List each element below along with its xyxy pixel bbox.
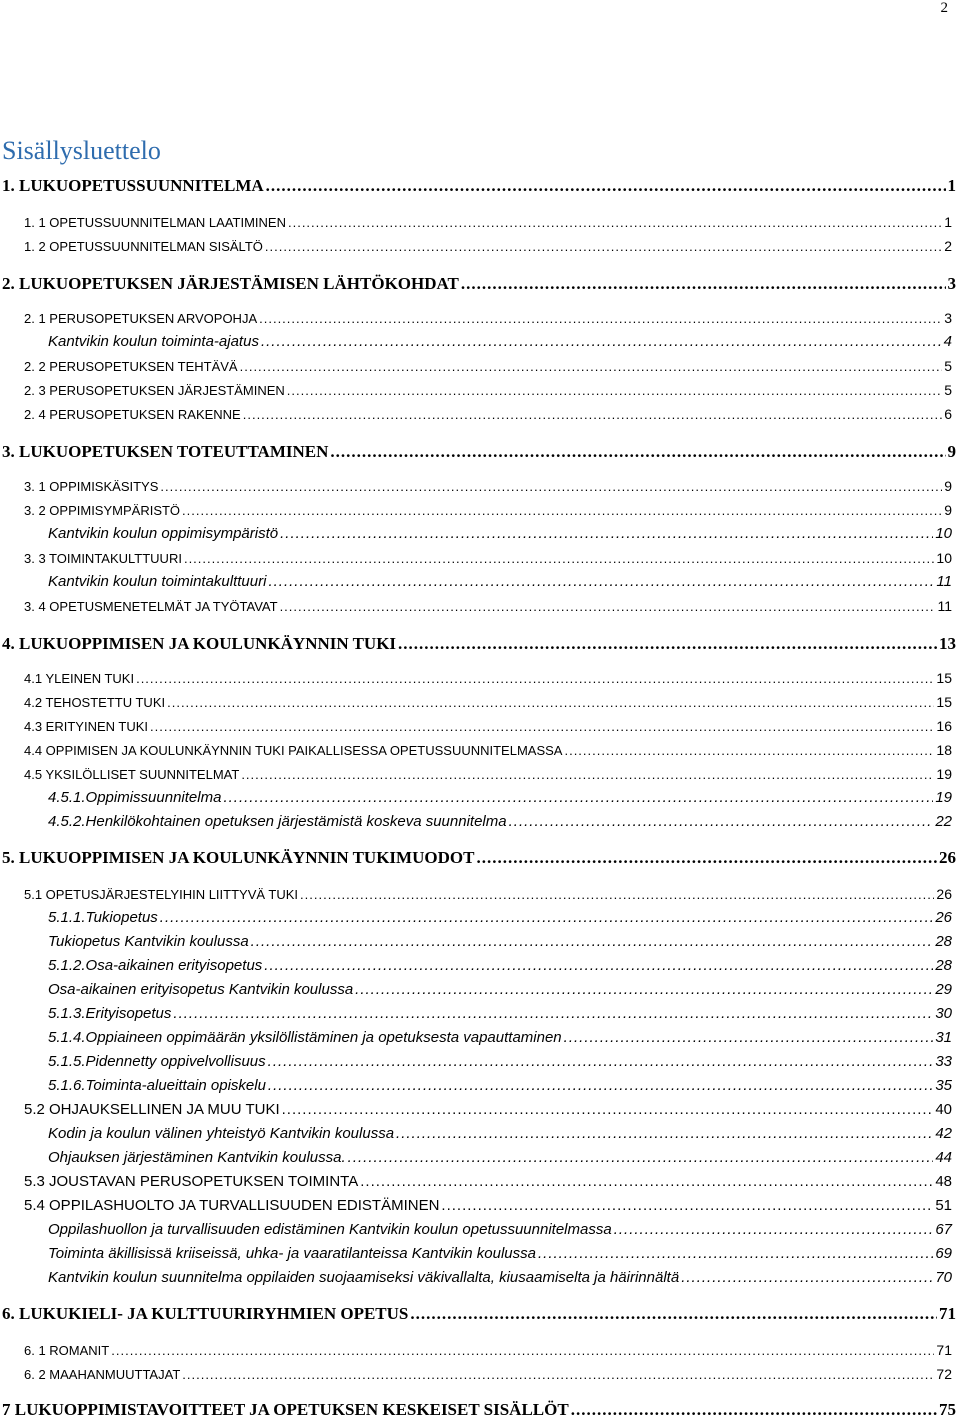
toc-entry[interactable]: [0, 718, 960, 734]
toc-entry-page: 28: [935, 933, 952, 950]
toc-entry-title: 2. 3 PERUSOPETUKSEN JÄRJESTÄMINEN: [24, 383, 285, 398]
dot-leader: [360, 1173, 933, 1190]
dot-leader: [223, 789, 933, 806]
toc-entry-page: 15: [936, 694, 952, 710]
dot-leader: [348, 1149, 934, 1166]
dot-leader: [300, 887, 934, 902]
toc-entry-page: 69: [935, 1245, 952, 1262]
toc-entry-page: 6: [944, 406, 952, 422]
toc-entry[interactable]: [0, 598, 960, 614]
dot-leader: [614, 1221, 934, 1238]
toc-entry[interactable]: [0, 933, 960, 950]
toc-entry-title: Oppiaineen oppimäärän yksilöllistäminen ja opetuksesta vapauttaminen: [85, 1029, 562, 1046]
toc-entry[interactable]: [0, 1029, 960, 1046]
toc-entry-title: Kantvikin koulun toiminta-ajatus: [48, 333, 259, 350]
toc-entry[interactable]: [0, 1245, 960, 1262]
toc-entry[interactable]: [0, 1149, 960, 1166]
toc-entry-number: 3. LUKU: [2, 442, 69, 461]
dot-leader: [268, 1077, 933, 1094]
toc-entry-title: 2. 1 PERUSOPETUKSEN ARVOPOHJA: [24, 311, 258, 326]
toc-entry-title: 4.4 OPPIMISEN JA KOULUNKÄYNNIN TUKI PAIKALLISESSA OPETUSSUUNNITELMASSA: [24, 743, 563, 758]
dot-leader: [266, 176, 946, 196]
toc-entry[interactable]: [0, 176, 960, 196]
toc-entry[interactable]: [0, 1269, 960, 1286]
toc-entry-title: 6. 1 ROMANIT: [24, 1343, 110, 1358]
dot-leader: [251, 933, 934, 950]
toc-entry[interactable]: [0, 1101, 960, 1118]
toc-entry-number: 5.1.6.: [48, 1077, 86, 1094]
toc-entry-title: 5.2 OHJAUKSELLINEN JA MUU TUKI: [24, 1101, 280, 1118]
toc-entry-page: 11: [937, 598, 952, 614]
toc-entry[interactable]: [0, 634, 960, 654]
dot-leader: [287, 383, 942, 398]
toc-entry-page: 35: [935, 1077, 952, 1094]
toc-entry-page: 5: [944, 358, 952, 374]
dot-leader: [538, 1245, 933, 1262]
toc-entry-page: 10: [935, 525, 952, 542]
dot-leader: [571, 1400, 937, 1420]
toc-entry-title: Tukiopetus: [85, 909, 158, 926]
toc-entry-page: 18: [936, 742, 952, 758]
toc-entry-page: 16: [936, 718, 952, 734]
toc-entry[interactable]: [0, 1197, 960, 1214]
toc-entry-page: 28: [935, 957, 952, 974]
toc-entry-page: 72: [936, 1366, 952, 1382]
toc-entry-page: 3: [947, 274, 956, 293]
dot-leader: [160, 909, 934, 926]
toc-entry-title: 3. 3 TOIMINTAKULTTUURI: [24, 551, 182, 566]
toc-entry-page: 40: [935, 1101, 952, 1118]
toc-entry-page: 13: [939, 634, 956, 653]
toc-entry-title: OPPIMISEN JA KOULUNKÄYNNIN TUKI: [68, 634, 397, 653]
dot-leader: [398, 634, 937, 654]
toc-entry-title: 5.1 OPETUSJÄRJESTELYIHIN LIITTYVÄ TUKI: [24, 887, 299, 902]
toc-entry[interactable]: [0, 550, 960, 566]
toc-entry-page: 2: [944, 238, 952, 254]
dot-leader: [280, 525, 933, 542]
dot-leader: [167, 695, 934, 710]
toc-entry-title: 1. 1 OPETUSSUUNNITELMAN LAATIMINEN: [24, 215, 286, 230]
dot-leader: [681, 1269, 933, 1286]
dot-leader: [150, 719, 934, 734]
toc-entry[interactable]: [0, 478, 960, 494]
toc-entry-page: 1: [944, 214, 952, 230]
toc-entry-number: 5.1.2.: [48, 957, 86, 974]
toc-entry[interactable]: [0, 1125, 960, 1142]
dot-leader: [509, 813, 934, 830]
toc-heading: Sisällysluettelo: [2, 136, 161, 165]
toc-entry-number: 1. LUKU: [2, 176, 69, 195]
toc-entry[interactable]: [0, 358, 960, 374]
toc-entry-title: 4.1 YLEINEN TUKI: [24, 671, 135, 686]
dot-leader: [330, 442, 945, 462]
toc-entry-number: 5.1.3.: [48, 1005, 86, 1022]
toc-entry-title: Kodin ja koulun välinen yhteistyö Kantvikin koulussa: [48, 1125, 395, 1142]
toc-entry[interactable]: [0, 909, 960, 926]
dot-leader: [264, 957, 933, 974]
dot-leader: [476, 848, 937, 868]
toc-entry-title: 3. 2 OPPIMISYMPÄRISTÖ: [24, 503, 181, 518]
toc-entry-page: 22: [935, 813, 952, 830]
toc-entry-page: 9: [944, 478, 952, 494]
toc-entry-page: 33: [935, 1053, 952, 1070]
toc-entry-number: 4.5.2.: [48, 813, 86, 830]
toc-entry-title: 5.3 JOUSTAVAN PERUSOPETUKSEN TOIMINTA: [24, 1173, 359, 1190]
toc-entry[interactable]: [0, 694, 960, 710]
toc-entry[interactable]: [0, 1366, 960, 1382]
toc-entry[interactable]: [0, 310, 960, 326]
dot-leader: [268, 573, 934, 590]
toc-entry-page: 19: [935, 789, 952, 806]
toc-entry-title: OPETUKSEN JÄRJESTÄMISEN LÄHTÖKOHDAT: [68, 274, 459, 293]
toc-entry[interactable]: [0, 406, 960, 422]
toc-entry[interactable]: [0, 274, 960, 294]
dot-leader: [111, 1343, 934, 1358]
toc-entry[interactable]: [0, 766, 960, 782]
dot-leader: [268, 1053, 934, 1070]
dot-leader: [288, 215, 942, 230]
toc-entry[interactable]: [0, 502, 960, 518]
dot-leader: [243, 407, 942, 422]
toc-entry-page: 31: [935, 1029, 952, 1046]
page-number: 2: [940, 0, 948, 16]
toc-entry-page: 51: [935, 1197, 952, 1214]
dot-leader: [564, 1029, 934, 1046]
toc-entry-number: 5.1.4.: [48, 1029, 86, 1046]
toc-entry[interactable]: [0, 1053, 960, 1070]
dot-leader: [259, 311, 942, 326]
dot-leader: [261, 333, 942, 350]
dot-leader: [461, 274, 946, 294]
toc-entry[interactable]: [0, 670, 960, 686]
dot-leader: [241, 767, 934, 782]
toc-entry-title: OPPIMISTAVOITTEET JA OPETUKSEN KESKEISET SISÄLLÖT: [63, 1400, 569, 1419]
toc-entry-page: 10: [936, 550, 952, 566]
toc-entry-page: 44: [935, 1149, 952, 1166]
toc-entry-title: Osa-aikainen erityisopetus Kantvikin koulussa: [48, 981, 354, 998]
toc-entry[interactable]: [0, 1077, 960, 1094]
toc-entry-page: 26: [935, 909, 952, 926]
toc-entry-page: 1: [947, 176, 956, 195]
dot-leader: [136, 671, 934, 686]
toc-entry[interactable]: [0, 957, 960, 974]
toc-entry-title: Kantvikin koulun oppimisympäristö: [48, 525, 279, 542]
toc-entry-number: 7 LUKU: [2, 1400, 64, 1419]
toc-entry-page: 15: [936, 670, 952, 686]
toc-entry-page: 9: [947, 442, 956, 461]
toc-entry[interactable]: [0, 789, 960, 806]
toc-entry-title: Toiminta äkillisissä kriiseissä, uhka- ja vaaratilanteissa Kantvikin koulussa: [48, 1245, 536, 1262]
toc-entry-title: Tukiopetus Kantvikin koulussa: [48, 933, 249, 950]
toc-entry[interactable]: [0, 742, 960, 758]
toc-entry-number: 5.1.5.: [48, 1053, 86, 1070]
toc-entry-page: 71: [936, 1342, 952, 1358]
toc-entry[interactable]: [0, 1304, 960, 1324]
toc-entry-title: Toiminta-alueittain opiskelu: [85, 1077, 266, 1094]
dot-leader: [240, 359, 943, 374]
dot-leader: [410, 1304, 937, 1324]
toc-entry-title: Ohjauksen järjestäminen Kantvikin koulussa.: [48, 1149, 346, 1166]
toc-entry-title: Kantvikin koulun suunnitelma oppilaiden suojaamiseksi väkivallalta, kiusaamiselta ja häirinnältä: [48, 1269, 680, 1286]
dot-leader: [182, 503, 942, 518]
toc-entry[interactable]: [0, 214, 960, 230]
toc-entry-title: 1. 2 OPETUSSUUNNITELMAN SISÄLTÖ: [24, 239, 263, 254]
toc-entry[interactable]: [0, 525, 960, 542]
toc-entry[interactable]: [0, 848, 960, 868]
toc-entry[interactable]: [0, 813, 960, 830]
dot-leader: [441, 1197, 933, 1214]
toc-entry[interactable]: [0, 1221, 960, 1238]
toc-entry-title: 3. 4 OPETUSMENETELMÄT JA TYÖTAVAT: [24, 599, 278, 614]
toc-entry[interactable]: [0, 1173, 960, 1190]
toc-entry-page: 71: [939, 1304, 956, 1323]
dot-leader: [355, 981, 933, 998]
toc-entry[interactable]: [0, 382, 960, 398]
toc-entry-title: 4.3 ERITYINEN TUKI: [24, 719, 149, 734]
toc-entry-title: 2. 4 PERUSOPETUKSEN RAKENNE: [24, 407, 241, 422]
toc-entry-page: 19: [936, 766, 952, 782]
toc-entry-number: 4.5.1.: [48, 789, 86, 806]
toc-entry-page: 9: [944, 502, 952, 518]
toc-entry-number: 5. LUKU: [2, 848, 69, 867]
toc-entry-number: 4. LUKU: [2, 634, 69, 653]
dot-leader: [396, 1125, 933, 1142]
toc-entry[interactable]: [0, 442, 960, 462]
toc-entry-page: 5: [944, 382, 952, 398]
dot-leader: [182, 1367, 934, 1382]
toc-entry-title: Pidennetty oppivelvollisuus: [85, 1053, 266, 1070]
dot-leader: [280, 599, 936, 614]
toc-entry-page: 48: [935, 1173, 952, 1190]
toc-entry-page: 11: [936, 573, 952, 590]
toc-entry-title: Henkilökohtainen opetuksen järjestämistä koskeva suunnitelma: [85, 813, 507, 830]
dot-leader: [173, 1005, 933, 1022]
toc-entry-page: 42: [935, 1125, 952, 1142]
toc-entry-number: 2. LUKU: [2, 274, 69, 293]
toc-entry[interactable]: [0, 1342, 960, 1358]
dot-leader: [184, 551, 934, 566]
toc-entry-title: 5.4 OPPILASHUOLTO JA TURVALLISUUDEN EDISTÄMINEN: [24, 1197, 440, 1214]
toc-entry-page: 29: [935, 981, 952, 998]
toc-entry-title: 4.2 TEHOSTETTU TUKI: [24, 695, 166, 710]
toc-entry-page: 67: [935, 1221, 952, 1238]
toc-entry[interactable]: [0, 238, 960, 254]
toc-entry-title: 6. 2 MAAHANMUUTTAJAT: [24, 1367, 181, 1382]
toc-entry[interactable]: [0, 981, 960, 998]
dot-leader: [160, 479, 942, 494]
toc-entry-page: 30: [935, 1005, 952, 1022]
toc-entry[interactable]: [0, 573, 960, 590]
toc-entry-page: 26: [936, 886, 952, 902]
toc-entry[interactable]: [0, 886, 960, 902]
toc-entry-title: OPPIMISEN JA KOULUNKÄYNNIN TUKIMUODOT: [68, 848, 475, 867]
toc-entry-title: Osa-aikainen erityisopetus: [85, 957, 263, 974]
dot-leader: [282, 1101, 934, 1118]
toc-entry-title: 2. 2 PERUSOPETUKSEN TEHTÄVÄ: [24, 359, 238, 374]
toc-entry-title: Kantvikin koulun toimintakulttuuri: [48, 573, 267, 590]
toc-entry-page: 3: [944, 310, 952, 326]
toc-entry[interactable]: [0, 1400, 960, 1420]
toc-entry-title: Oppimissuunnitelma: [85, 789, 222, 806]
toc-entry-title: 4.5 YKSILÖLLISET SUUNNITELMAT: [24, 767, 240, 782]
toc-entry-page: 75: [939, 1400, 956, 1419]
toc-entry-page: 26: [939, 848, 956, 867]
toc-entry-page: 4: [943, 333, 952, 350]
dot-leader: [564, 743, 934, 758]
toc-entry-title: OPETUSSUUNNITELMA: [68, 176, 264, 195]
toc-entry[interactable]: [0, 333, 960, 350]
toc-entry-number: 5.1.1.: [48, 909, 86, 926]
toc-entry[interactable]: [0, 1005, 960, 1022]
toc-entry-title: OPETUKSEN TOTEUTTAMINEN: [68, 442, 329, 461]
dot-leader: [265, 239, 942, 254]
toc-entry-title: Erityisopetus: [85, 1005, 172, 1022]
toc-entry-number: 6. LUKU: [2, 1304, 69, 1323]
toc-entry-title: Oppilashuollon ja turvallisuuden edistäminen Kantvikin koulun opetussuunnitelmassa: [48, 1221, 612, 1238]
toc-entry-page: 70: [935, 1269, 952, 1286]
toc-entry-title: 3. 1 OPPIMISKÄSITYS: [24, 479, 159, 494]
toc-entry-title: KIELI- JA KULTTUURIRYHMIEN OPETUS: [68, 1304, 409, 1323]
